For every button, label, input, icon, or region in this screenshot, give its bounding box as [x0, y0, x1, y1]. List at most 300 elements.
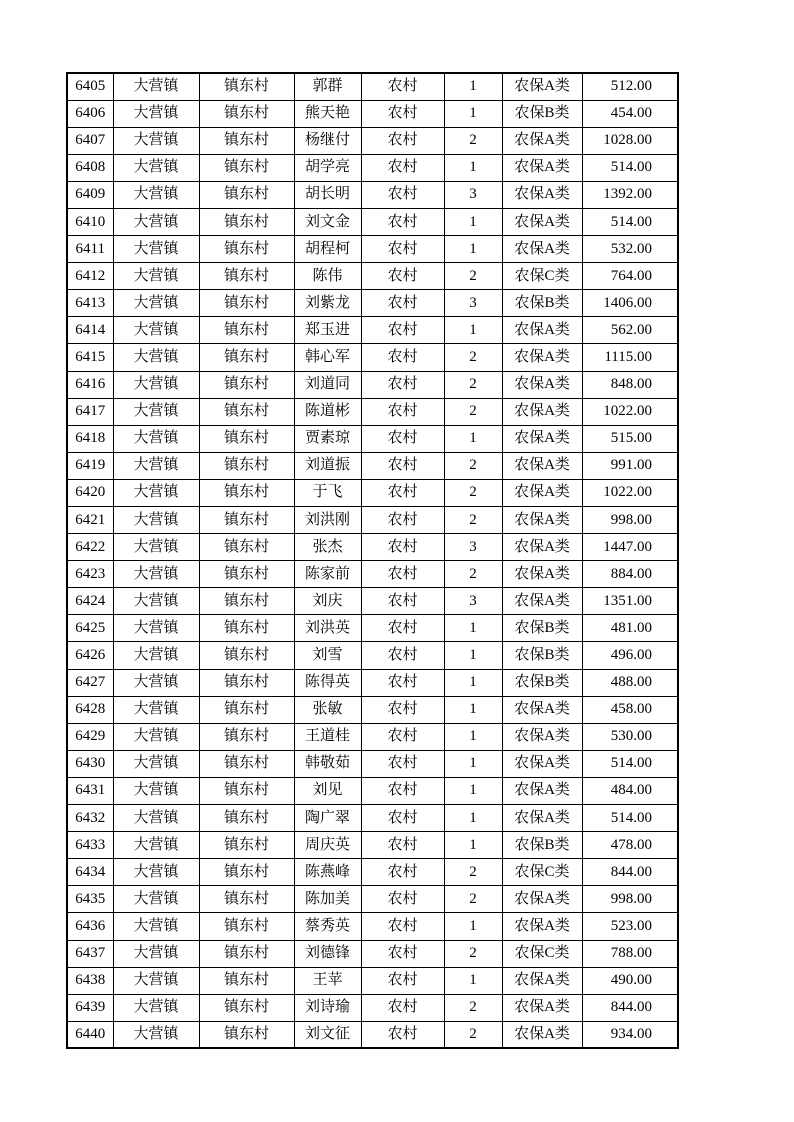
- cell-person-name: 陈道彬: [294, 398, 361, 425]
- cell-town: 大营镇: [113, 371, 199, 398]
- cell-town: 大营镇: [113, 452, 199, 479]
- cell-residence-type: 农村: [361, 452, 444, 479]
- cell-residence-type: 农村: [361, 588, 444, 615]
- cell-village: 镇东村: [199, 805, 294, 832]
- cell-person-count: 2: [444, 371, 502, 398]
- cell-village: 镇东村: [199, 859, 294, 886]
- cell-insurance-category: 农保A类: [502, 507, 582, 534]
- cell-residence-type: 农村: [361, 290, 444, 317]
- table-row: [67, 290, 678, 317]
- table-row: [67, 452, 678, 479]
- cell-serial-number: 6429: [67, 723, 113, 750]
- table-row: [67, 642, 678, 669]
- cell-person-count: 1: [444, 723, 502, 750]
- cell-insurance-category: 农保A类: [502, 723, 582, 750]
- cell-serial-number: 6434: [67, 859, 113, 886]
- cell-residence-type: 农村: [361, 73, 444, 100]
- cell-insurance-category: 农保C类: [502, 940, 582, 967]
- cell-amount: 1115.00: [582, 344, 678, 371]
- cell-village: 镇东村: [199, 777, 294, 804]
- table-row: [67, 886, 678, 913]
- cell-residence-type: 农村: [361, 696, 444, 723]
- cell-person-name: 刘紫龙: [294, 290, 361, 317]
- cell-serial-number: 6412: [67, 263, 113, 290]
- cell-amount: 484.00: [582, 777, 678, 804]
- cell-person-name: 贾素琼: [294, 425, 361, 452]
- cell-person-name: 陈得英: [294, 669, 361, 696]
- cell-village: 镇东村: [199, 534, 294, 561]
- cell-person-count: 1: [444, 669, 502, 696]
- cell-person-name: 刘德锋: [294, 940, 361, 967]
- cell-insurance-category: 农保A类: [502, 534, 582, 561]
- cell-person-count: 2: [444, 398, 502, 425]
- cell-amount: 523.00: [582, 913, 678, 940]
- cell-residence-type: 农村: [361, 669, 444, 696]
- table-row: [67, 750, 678, 777]
- table-row: [67, 534, 678, 561]
- table-row: [67, 723, 678, 750]
- table-row: [67, 967, 678, 994]
- cell-serial-number: 6417: [67, 398, 113, 425]
- cell-person-name: 郑玉进: [294, 317, 361, 344]
- cell-insurance-category: 农保A类: [502, 452, 582, 479]
- cell-person-name: 刘诗瑜: [294, 994, 361, 1021]
- cell-serial-number: 6430: [67, 750, 113, 777]
- cell-amount: 514.00: [582, 208, 678, 235]
- cell-town: 大营镇: [113, 696, 199, 723]
- table-row: [67, 859, 678, 886]
- cell-amount: 934.00: [582, 1021, 678, 1048]
- cell-insurance-category: 农保A类: [502, 588, 582, 615]
- cell-amount: 1022.00: [582, 479, 678, 506]
- cell-person-name: 陈加美: [294, 886, 361, 913]
- cell-person-count: 2: [444, 1021, 502, 1048]
- cell-village: 镇东村: [199, 371, 294, 398]
- cell-residence-type: 农村: [361, 371, 444, 398]
- cell-residence-type: 农村: [361, 344, 444, 371]
- cell-town: 大营镇: [113, 994, 199, 1021]
- cell-person-count: 1: [444, 236, 502, 263]
- cell-insurance-category: 农保B类: [502, 290, 582, 317]
- cell-residence-type: 农村: [361, 805, 444, 832]
- table-row: [67, 805, 678, 832]
- cell-residence-type: 农村: [361, 723, 444, 750]
- cell-town: 大营镇: [113, 127, 199, 154]
- cell-insurance-category: 农保B类: [502, 642, 582, 669]
- cell-village: 镇东村: [199, 967, 294, 994]
- cell-village: 镇东村: [199, 100, 294, 127]
- cell-amount: 991.00: [582, 452, 678, 479]
- cell-residence-type: 农村: [361, 181, 444, 208]
- cell-serial-number: 6416: [67, 371, 113, 398]
- cell-residence-type: 农村: [361, 913, 444, 940]
- cell-amount: 884.00: [582, 561, 678, 588]
- cell-insurance-category: 农保C类: [502, 263, 582, 290]
- cell-person-name: 韩敬茹: [294, 750, 361, 777]
- cell-person-count: 2: [444, 127, 502, 154]
- cell-amount: 998.00: [582, 886, 678, 913]
- cell-serial-number: 6408: [67, 154, 113, 181]
- cell-village: 镇东村: [199, 154, 294, 181]
- cell-village: 镇东村: [199, 886, 294, 913]
- cell-serial-number: 6439: [67, 994, 113, 1021]
- cell-amount: 1392.00: [582, 181, 678, 208]
- cell-village: 镇东村: [199, 832, 294, 859]
- cell-residence-type: 农村: [361, 642, 444, 669]
- cell-town: 大营镇: [113, 154, 199, 181]
- cell-person-count: 1: [444, 832, 502, 859]
- table-row: [67, 398, 678, 425]
- cell-residence-type: 农村: [361, 398, 444, 425]
- cell-insurance-category: 农保A类: [502, 73, 582, 100]
- cell-person-name: 周庆英: [294, 832, 361, 859]
- table-row: [67, 507, 678, 534]
- cell-person-count: 3: [444, 588, 502, 615]
- cell-town: 大营镇: [113, 398, 199, 425]
- cell-amount: 1028.00: [582, 127, 678, 154]
- table-row: [67, 425, 678, 452]
- cell-serial-number: 6424: [67, 588, 113, 615]
- cell-village: 镇东村: [199, 425, 294, 452]
- cell-village: 镇东村: [199, 73, 294, 100]
- cell-village: 镇东村: [199, 723, 294, 750]
- cell-insurance-category: 农保A类: [502, 181, 582, 208]
- cell-village: 镇东村: [199, 127, 294, 154]
- cell-serial-number: 6421: [67, 507, 113, 534]
- cell-person-count: 3: [444, 290, 502, 317]
- cell-town: 大营镇: [113, 859, 199, 886]
- cell-insurance-category: 农保A类: [502, 1021, 582, 1048]
- cell-residence-type: 农村: [361, 615, 444, 642]
- cell-insurance-category: 农保A类: [502, 913, 582, 940]
- cell-insurance-category: 农保A类: [502, 696, 582, 723]
- cell-town: 大营镇: [113, 967, 199, 994]
- cell-serial-number: 6414: [67, 317, 113, 344]
- table-row: [67, 832, 678, 859]
- cell-town: 大营镇: [113, 344, 199, 371]
- cell-village: 镇东村: [199, 263, 294, 290]
- cell-residence-type: 农村: [361, 425, 444, 452]
- cell-town: 大营镇: [113, 913, 199, 940]
- welfare-roster-table-body: [67, 73, 678, 1048]
- cell-insurance-category: 农保A类: [502, 398, 582, 425]
- cell-insurance-category: 农保A类: [502, 154, 582, 181]
- cell-village: 镇东村: [199, 669, 294, 696]
- cell-person-name: 刘见: [294, 777, 361, 804]
- table-row: [67, 73, 678, 100]
- cell-village: 镇东村: [199, 290, 294, 317]
- table-row: [67, 344, 678, 371]
- cell-insurance-category: 农保A类: [502, 127, 582, 154]
- cell-amount: 514.00: [582, 805, 678, 832]
- cell-serial-number: 6433: [67, 832, 113, 859]
- cell-town: 大营镇: [113, 263, 199, 290]
- cell-village: 镇东村: [199, 642, 294, 669]
- cell-serial-number: 6420: [67, 479, 113, 506]
- table-row: [67, 588, 678, 615]
- table-row: [67, 994, 678, 1021]
- cell-residence-type: 农村: [361, 1021, 444, 1048]
- cell-village: 镇东村: [199, 1021, 294, 1048]
- table-row: [67, 154, 678, 181]
- cell-person-name: 蔡秀英: [294, 913, 361, 940]
- cell-residence-type: 农村: [361, 561, 444, 588]
- cell-village: 镇东村: [199, 507, 294, 534]
- cell-village: 镇东村: [199, 398, 294, 425]
- cell-insurance-category: 农保A类: [502, 317, 582, 344]
- cell-person-count: 2: [444, 344, 502, 371]
- cell-town: 大营镇: [113, 100, 199, 127]
- cell-serial-number: 6432: [67, 805, 113, 832]
- cell-person-count: 2: [444, 452, 502, 479]
- cell-serial-number: 6438: [67, 967, 113, 994]
- cell-insurance-category: 农保A类: [502, 425, 582, 452]
- cell-amount: 1022.00: [582, 398, 678, 425]
- cell-person-name: 陶广翠: [294, 805, 361, 832]
- cell-town: 大营镇: [113, 507, 199, 534]
- cell-person-count: 1: [444, 777, 502, 804]
- cell-town: 大营镇: [113, 534, 199, 561]
- cell-person-count: 1: [444, 615, 502, 642]
- cell-person-count: 2: [444, 994, 502, 1021]
- cell-insurance-category: 农保B类: [502, 100, 582, 127]
- cell-person-name: 王苹: [294, 967, 361, 994]
- table-row: [67, 263, 678, 290]
- cell-amount: 764.00: [582, 263, 678, 290]
- cell-town: 大营镇: [113, 886, 199, 913]
- cell-person-count: 2: [444, 561, 502, 588]
- cell-village: 镇东村: [199, 588, 294, 615]
- cell-amount: 490.00: [582, 967, 678, 994]
- cell-town: 大营镇: [113, 181, 199, 208]
- cell-village: 镇东村: [199, 561, 294, 588]
- cell-residence-type: 农村: [361, 534, 444, 561]
- table-row: [67, 669, 678, 696]
- cell-insurance-category: 农保A类: [502, 479, 582, 506]
- table-row: [67, 1021, 678, 1048]
- cell-serial-number: 6423: [67, 561, 113, 588]
- cell-town: 大营镇: [113, 290, 199, 317]
- cell-town: 大营镇: [113, 561, 199, 588]
- cell-serial-number: 6431: [67, 777, 113, 804]
- cell-person-count: 1: [444, 750, 502, 777]
- cell-insurance-category: 农保A类: [502, 371, 582, 398]
- cell-town: 大营镇: [113, 723, 199, 750]
- cell-town: 大营镇: [113, 1021, 199, 1048]
- cell-town: 大营镇: [113, 317, 199, 344]
- cell-town: 大营镇: [113, 940, 199, 967]
- cell-person-name: 刘庆: [294, 588, 361, 615]
- cell-amount: 998.00: [582, 507, 678, 534]
- cell-serial-number: 6415: [67, 344, 113, 371]
- cell-person-count: 2: [444, 263, 502, 290]
- cell-insurance-category: 农保A类: [502, 344, 582, 371]
- cell-amount: 514.00: [582, 750, 678, 777]
- cell-person-name: 刘洪英: [294, 615, 361, 642]
- cell-serial-number: 6411: [67, 236, 113, 263]
- cell-person-count: 2: [444, 479, 502, 506]
- cell-residence-type: 农村: [361, 940, 444, 967]
- cell-insurance-category: 农保A类: [502, 236, 582, 263]
- cell-town: 大营镇: [113, 588, 199, 615]
- cell-serial-number: 6419: [67, 452, 113, 479]
- cell-amount: 512.00: [582, 73, 678, 100]
- cell-person-count: 1: [444, 208, 502, 235]
- cell-serial-number: 6406: [67, 100, 113, 127]
- cell-serial-number: 6405: [67, 73, 113, 100]
- cell-amount: 478.00: [582, 832, 678, 859]
- cell-village: 镇东村: [199, 344, 294, 371]
- cell-town: 大营镇: [113, 805, 199, 832]
- cell-town: 大营镇: [113, 615, 199, 642]
- cell-village: 镇东村: [199, 208, 294, 235]
- cell-serial-number: 6422: [67, 534, 113, 561]
- cell-residence-type: 农村: [361, 127, 444, 154]
- cell-person-name: 刘洪刚: [294, 507, 361, 534]
- cell-person-name: 刘道振: [294, 452, 361, 479]
- cell-person-name: 刘文金: [294, 208, 361, 235]
- cell-insurance-category: 农保A类: [502, 967, 582, 994]
- cell-person-count: 1: [444, 317, 502, 344]
- cell-person-count: 3: [444, 181, 502, 208]
- cell-town: 大营镇: [113, 236, 199, 263]
- cell-person-count: 1: [444, 805, 502, 832]
- cell-insurance-category: 农保C类: [502, 859, 582, 886]
- cell-person-count: 1: [444, 967, 502, 994]
- table-row: [67, 236, 678, 263]
- cell-serial-number: 6409: [67, 181, 113, 208]
- table-row: [67, 127, 678, 154]
- cell-person-name: 刘道同: [294, 371, 361, 398]
- cell-serial-number: 6428: [67, 696, 113, 723]
- cell-person-name: 郭群: [294, 73, 361, 100]
- table-row: [67, 317, 678, 344]
- cell-village: 镇东村: [199, 913, 294, 940]
- cell-village: 镇东村: [199, 452, 294, 479]
- cell-person-count: 1: [444, 425, 502, 452]
- cell-insurance-category: 农保B类: [502, 615, 582, 642]
- cell-person-name: 杨继付: [294, 127, 361, 154]
- cell-residence-type: 农村: [361, 236, 444, 263]
- cell-amount: 1406.00: [582, 290, 678, 317]
- cell-village: 镇东村: [199, 181, 294, 208]
- cell-residence-type: 农村: [361, 832, 444, 859]
- cell-residence-type: 农村: [361, 886, 444, 913]
- cell-amount: 458.00: [582, 696, 678, 723]
- cell-village: 镇东村: [199, 994, 294, 1021]
- cell-amount: 844.00: [582, 859, 678, 886]
- cell-insurance-category: 农保A类: [502, 805, 582, 832]
- cell-person-count: 2: [444, 940, 502, 967]
- cell-person-count: 1: [444, 154, 502, 181]
- cell-village: 镇东村: [199, 236, 294, 263]
- cell-residence-type: 农村: [361, 750, 444, 777]
- cell-village: 镇东村: [199, 696, 294, 723]
- cell-amount: 1351.00: [582, 588, 678, 615]
- table-row: [67, 479, 678, 506]
- cell-town: 大营镇: [113, 642, 199, 669]
- cell-amount: 844.00: [582, 994, 678, 1021]
- cell-insurance-category: 农保A类: [502, 886, 582, 913]
- cell-person-name: 王道桂: [294, 723, 361, 750]
- cell-person-count: 1: [444, 696, 502, 723]
- table-row: [67, 181, 678, 208]
- cell-person-count: 2: [444, 859, 502, 886]
- cell-town: 大营镇: [113, 425, 199, 452]
- cell-town: 大营镇: [113, 208, 199, 235]
- table-row: [67, 615, 678, 642]
- cell-person-name: 陈伟: [294, 263, 361, 290]
- cell-residence-type: 农村: [361, 100, 444, 127]
- table-row: [67, 371, 678, 398]
- cell-serial-number: 6436: [67, 913, 113, 940]
- cell-serial-number: 6407: [67, 127, 113, 154]
- cell-residence-type: 农村: [361, 994, 444, 1021]
- cell-village: 镇东村: [199, 479, 294, 506]
- cell-person-count: 2: [444, 507, 502, 534]
- cell-person-name: 刘文征: [294, 1021, 361, 1048]
- cell-town: 大营镇: [113, 832, 199, 859]
- cell-serial-number: 6437: [67, 940, 113, 967]
- cell-town: 大营镇: [113, 73, 199, 100]
- cell-amount: 515.00: [582, 425, 678, 452]
- cell-person-name: 胡长明: [294, 181, 361, 208]
- table-row: [67, 561, 678, 588]
- cell-insurance-category: 农保A类: [502, 994, 582, 1021]
- cell-town: 大营镇: [113, 777, 199, 804]
- cell-serial-number: 6426: [67, 642, 113, 669]
- cell-serial-number: 6413: [67, 290, 113, 317]
- table-row: [67, 100, 678, 127]
- cell-residence-type: 农村: [361, 208, 444, 235]
- cell-person-name: 胡学亮: [294, 154, 361, 181]
- cell-serial-number: 6418: [67, 425, 113, 452]
- cell-person-count: 1: [444, 100, 502, 127]
- table-row: [67, 940, 678, 967]
- cell-insurance-category: 农保B类: [502, 669, 582, 696]
- cell-village: 镇东村: [199, 615, 294, 642]
- cell-serial-number: 6435: [67, 886, 113, 913]
- cell-person-count: 1: [444, 73, 502, 100]
- cell-amount: 488.00: [582, 669, 678, 696]
- cell-amount: 1447.00: [582, 534, 678, 561]
- cell-person-count: 3: [444, 534, 502, 561]
- cell-serial-number: 6425: [67, 615, 113, 642]
- cell-insurance-category: 农保A类: [502, 208, 582, 235]
- table-row: [67, 777, 678, 804]
- cell-amount: 562.00: [582, 317, 678, 344]
- cell-person-name: 韩心军: [294, 344, 361, 371]
- cell-person-name: 陈燕峰: [294, 859, 361, 886]
- cell-residence-type: 农村: [361, 479, 444, 506]
- cell-insurance-category: 农保A类: [502, 561, 582, 588]
- cell-village: 镇东村: [199, 750, 294, 777]
- cell-person-name: 张杰: [294, 534, 361, 561]
- cell-insurance-category: 农保A类: [502, 777, 582, 804]
- cell-amount: 532.00: [582, 236, 678, 263]
- cell-person-count: 1: [444, 642, 502, 669]
- cell-amount: 530.00: [582, 723, 678, 750]
- cell-amount: 454.00: [582, 100, 678, 127]
- cell-residence-type: 农村: [361, 859, 444, 886]
- cell-serial-number: 6410: [67, 208, 113, 235]
- cell-person-count: 2: [444, 886, 502, 913]
- cell-residence-type: 农村: [361, 154, 444, 181]
- cell-amount: 496.00: [582, 642, 678, 669]
- cell-insurance-category: 农保A类: [502, 750, 582, 777]
- cell-residence-type: 农村: [361, 507, 444, 534]
- cell-village: 镇东村: [199, 940, 294, 967]
